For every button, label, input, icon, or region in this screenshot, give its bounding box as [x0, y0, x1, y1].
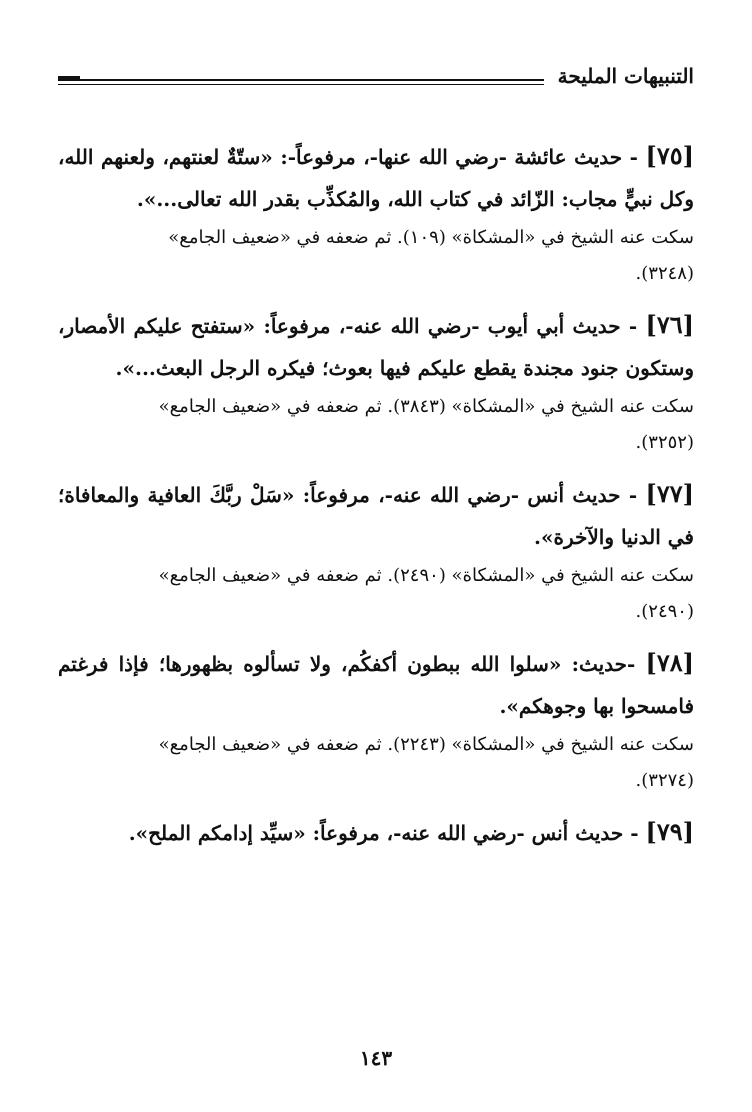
hadith-text — [58, 811, 694, 854]
hadith-body: - حديث أنس -رضي الله عنه-، مرفوعاً: «سيِّد إدامكم الملح». — [128, 821, 646, 845]
running-header — [58, 60, 694, 100]
entry-number: [٧٧] — [645, 479, 694, 508]
header-rule-thin — [58, 84, 544, 85]
takhrij-note — [58, 727, 694, 799]
entry-number: [٧٩] — [645, 817, 694, 846]
note-reference: (٣٢٧٤). — [635, 770, 694, 791]
hadith-body: - حديث عائشة -رضي الله عنها-، مرفوعاً-: «ستّةٌ لعنتهم، ولعنهم الله، وكل نبيٍّ مجاب: الزّائد في كتاب الله، والمُكذِّب بقدر الله تعالى...». — [58, 145, 694, 211]
entry-number: [٧٨] — [645, 648, 694, 677]
hadith-text — [58, 642, 694, 727]
takhrij-note — [58, 389, 694, 461]
note-text: سكت عنه الشيخ في «المشكاة» (٢٢٤٣). ثم ضعفه في «ضعيف الجامع» — [158, 734, 694, 755]
header-rule — [58, 79, 544, 81]
page-body — [58, 135, 694, 866]
page-number: ١٤٣ — [359, 1046, 393, 1070]
entry-78 — [58, 642, 694, 799]
entry-number: [٧٥] — [645, 141, 694, 170]
entry-79 — [58, 811, 694, 854]
hadith-text — [58, 135, 694, 220]
note-reference: (٢٤٩٠). — [635, 601, 694, 622]
entry-76 — [58, 304, 694, 461]
hadith-body: -حديث: «سلوا الله ببطون أكفكُم، ولا تسألوه بظهورها؛ فإذا فرغتم فامسحوا بها وجوهكم». — [58, 652, 694, 718]
header-title: التنبيهات المليحة — [557, 64, 694, 88]
entry-number: [٧٦] — [645, 310, 694, 339]
entry-75 — [58, 135, 694, 292]
takhrij-note — [58, 220, 694, 292]
note-text: سكت عنه الشيخ في «المشكاة» (٣٨٤٣). ثم ضعفه في «ضعيف الجامع» — [158, 396, 694, 417]
note-text: سكت عنه الشيخ في «المشكاة» (٢٤٩٠). ثم ضعفه في «ضعيف الجامع» — [158, 565, 694, 586]
entry-77 — [58, 473, 694, 630]
note-reference: (٣٢٥٢). — [635, 432, 694, 453]
hadith-text — [58, 473, 694, 558]
takhrij-note — [58, 558, 694, 630]
note-reference: (٣٢٤٨). — [635, 263, 694, 284]
hadith-body: - حديث أنس -رضي الله عنه-، مرفوعاً: «سَلْ ربَّكَ العافية والمعافاة؛ في الدنيا والآخرة». — [58, 483, 694, 549]
note-text: سكت عنه الشيخ في «المشكاة» (١٠٩). ثم ضعفه في «ضعيف الجامع» — [168, 227, 694, 248]
hadith-body: - حديث أبي أيوب -رضي الله عنه-، مرفوعاً: «ستفتح عليكم الأمصار، وستكون جنود مجندة يقطع عليكم فيها بعوث؛ فيكره الرجل البعث...». — [58, 314, 694, 380]
hadith-text — [58, 304, 694, 389]
